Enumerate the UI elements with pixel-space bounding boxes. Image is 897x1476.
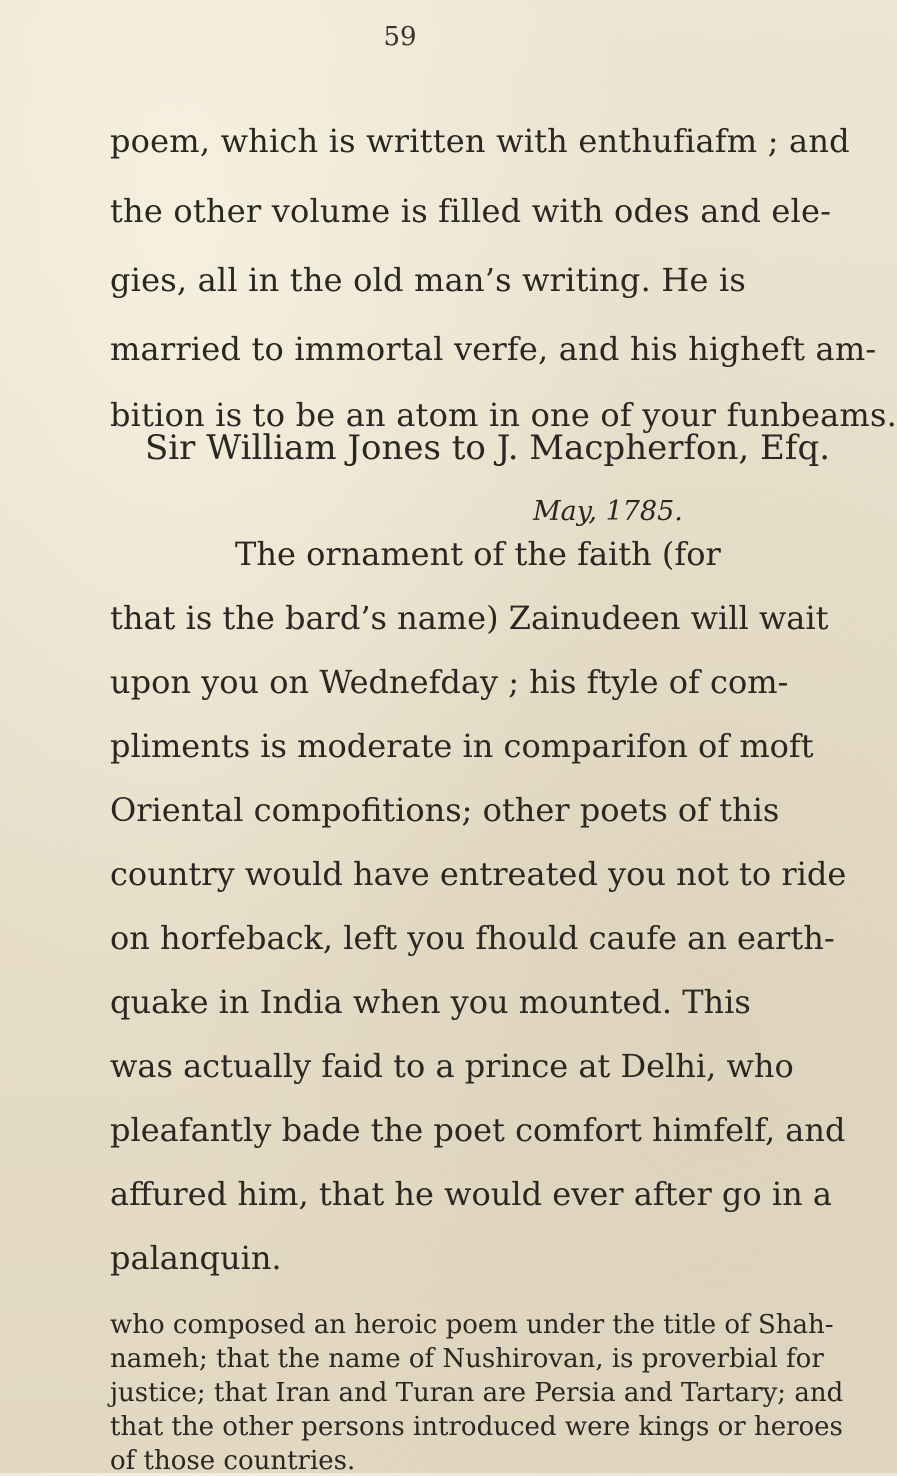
letter-heading: Sir William Jones to J. Macpherfon, Efq.: [145, 428, 831, 468]
text-line: gies, all in the old man’s writing. He is: [110, 261, 747, 299]
footnote-line: justice; that Iran and Turan are Persia and Tartary; and: [110, 1378, 844, 1408]
footnote-line: who composed an heroic poem under the title of Shah-: [110, 1310, 834, 1340]
text-line: country would have entreated you not to ride: [110, 855, 847, 893]
text-line: bition is to be an atom in one of your funbeams.: [110, 396, 897, 434]
text-line: poem, which is written with enthufiafm ; and: [110, 122, 850, 160]
text-line: pliments is moderate in comparifon of moft: [110, 727, 814, 765]
text-line: Oriental compofitions; other poets of this: [110, 791, 780, 829]
text-line: the other volume is filled with odes and ele-: [110, 192, 832, 230]
footnote-line: nameh; that the name of Nushirovan, is proverbial for: [110, 1344, 824, 1374]
text-line: affured him, that he would ever after go in a: [110, 1175, 832, 1213]
text-line: palanquin.: [110, 1239, 282, 1277]
letter-date: May, 1785.: [533, 496, 683, 527]
footnote-line: that the other persons introduced were kings or heroes: [110, 1412, 843, 1442]
text-line: was actually faid to a prince at Delhi, who: [110, 1047, 794, 1085]
text-line: The ornament of the faith (for: [235, 535, 721, 573]
page-number: 59: [383, 22, 417, 52]
text-line: that is the bard’s name) Zainudeen will wait: [110, 599, 829, 637]
text-line: on horfeback, left you fhould caufe an earth-: [110, 919, 835, 957]
text-line: upon you on Wednefday ; his ftyle of com-: [110, 663, 789, 701]
text-line: pleafantly bade the poet comfort himfelf, and: [110, 1111, 846, 1149]
text-line: quake in India when you mounted. This: [110, 983, 751, 1021]
text-line: married to immortal verfe, and his higheft am-: [110, 330, 877, 368]
footnote-line: of those countries.: [110, 1446, 356, 1476]
